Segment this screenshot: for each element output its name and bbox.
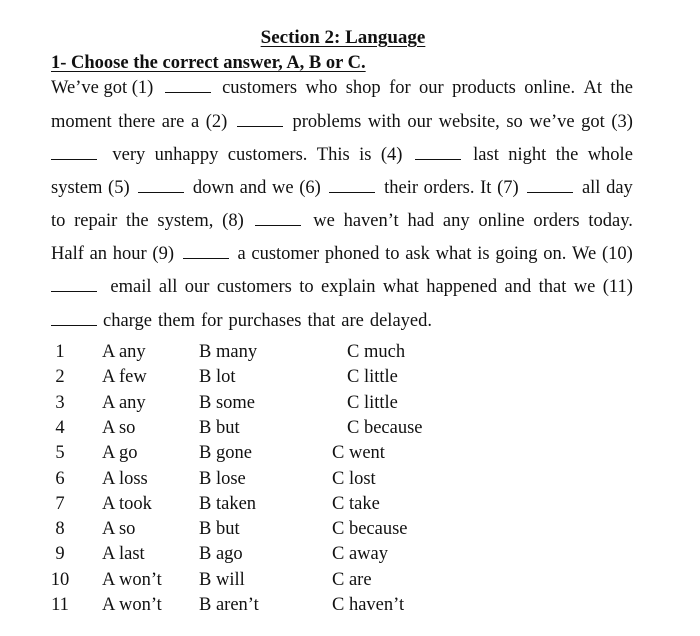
option-b[interactable]: B some: [199, 392, 256, 413]
option-row: [0, 568, 700, 593]
option-c[interactable]: C little: [347, 392, 398, 413]
passage-word: there: [118, 112, 156, 132]
question-number: 8: [55, 519, 65, 540]
passage-word: purchases: [228, 311, 302, 331]
passage-word: to: [51, 211, 66, 231]
passage-word: them: [157, 311, 195, 331]
passage-word: We’ve got (1): [51, 78, 154, 98]
option-row: [0, 391, 700, 416]
passage-word: customers: [216, 277, 292, 297]
passage-word: whole: [587, 145, 633, 165]
question-number: 5: [55, 443, 65, 464]
option-c[interactable]: C take: [332, 493, 380, 514]
passage-word: charge: [103, 311, 152, 331]
option-a[interactable]: A last: [102, 544, 145, 565]
question-number: 2: [55, 367, 65, 388]
passage-line: [51, 77, 633, 99]
option-row: [0, 340, 700, 365]
passage-word: shop: [345, 78, 381, 98]
question-number: 11: [51, 595, 69, 615]
passage-word: problems: [292, 112, 362, 132]
passage-word: customer: [251, 244, 320, 264]
option-a[interactable]: A so: [102, 519, 136, 540]
passage-word: the: [555, 145, 579, 165]
passage-line: [51, 111, 633, 133]
answer-blank[interactable]: [415, 144, 461, 160]
passage-word: unhappy: [154, 145, 219, 165]
passage-word: the: [610, 78, 633, 98]
passage-word: orders: [533, 211, 580, 231]
passage-word: At: [583, 78, 602, 98]
passage-word: hour: [112, 244, 147, 264]
passage-word: our: [419, 78, 444, 98]
passage-word: what: [382, 277, 419, 297]
passage-word: our: [184, 277, 210, 297]
answer-blank[interactable]: [165, 77, 211, 93]
option-c[interactable]: C went: [332, 443, 385, 464]
option-a[interactable]: A took: [102, 493, 152, 514]
passage-word: explain: [321, 277, 376, 297]
passage-word: last: [473, 145, 499, 165]
passage-word: are: [341, 311, 364, 331]
passage-word: Half: [51, 244, 84, 264]
option-c[interactable]: C are: [332, 569, 372, 590]
passage-word: a: [190, 112, 200, 132]
passage-word: online: [478, 211, 525, 231]
passage-word: customers: [222, 78, 298, 98]
passage-word: had: [407, 211, 435, 231]
passage-word: what: [435, 244, 472, 264]
passage-line: [51, 310, 633, 332]
option-a[interactable]: A loss: [102, 468, 148, 489]
passage-word: are: [161, 112, 185, 132]
option-a[interactable]: A few: [102, 367, 147, 388]
passage-line: [51, 210, 633, 232]
passage-word: so: [506, 112, 523, 132]
passage-word: our: [407, 112, 433, 132]
question-heading: 1- Choose the correct answer, A, B or C.: [51, 53, 366, 73]
option-row: [0, 542, 700, 567]
passage-word: day: [606, 178, 633, 198]
option-b[interactable]: B gone: [199, 443, 252, 464]
option-row: [0, 517, 700, 542]
answer-blank[interactable]: [51, 310, 97, 326]
passage-word: that: [538, 277, 567, 297]
question-number: 4: [55, 417, 65, 438]
passage-word: we’ve: [529, 112, 575, 132]
passage-word: (5): [108, 178, 130, 198]
passage-word: (6): [299, 178, 321, 198]
passage-word: night: [508, 145, 547, 165]
passage-word: got: [581, 112, 605, 132]
option-c[interactable]: C little: [347, 367, 398, 388]
passage-word: going: [495, 244, 538, 264]
option-row: [0, 416, 700, 441]
passage-word: (9): [152, 244, 174, 264]
answer-blank[interactable]: [329, 177, 375, 193]
passage-word: (2): [205, 112, 228, 132]
passage-word: This: [316, 145, 350, 165]
option-c[interactable]: C lost: [332, 468, 376, 489]
passage-word: orders.: [423, 178, 475, 198]
passage-word: customers.: [227, 145, 308, 165]
passage-word: happened: [426, 277, 498, 297]
passage-word: ask: [405, 244, 430, 264]
passage-word: all: [581, 178, 601, 198]
answer-blank[interactable]: [51, 276, 97, 292]
option-b[interactable]: B ago: [199, 544, 243, 565]
option-a[interactable]: A go: [102, 443, 138, 464]
passage-word: a: [237, 244, 246, 264]
option-a[interactable]: A won’t: [102, 569, 162, 590]
passage-word: with: [367, 112, 401, 132]
option-b[interactable]: B many: [199, 342, 258, 362]
passage-word: very: [112, 145, 146, 165]
passage-word: the: [126, 211, 149, 231]
option-a[interactable]: A any: [102, 392, 146, 413]
passage-line: [51, 243, 633, 265]
option-row: [0, 365, 700, 390]
passage-word: system,: [157, 211, 214, 231]
question-number: 1: [55, 342, 65, 362]
passage-word: to: [385, 244, 400, 264]
passage-word: that: [307, 311, 336, 331]
option-row: [0, 441, 700, 466]
passage-word: repair: [74, 211, 118, 231]
passage-word: we: [272, 178, 294, 198]
question-number: 9: [55, 544, 65, 565]
section-title: Section 2: Language: [260, 27, 426, 48]
passage-word: moment: [51, 112, 112, 132]
passage-word: to: [299, 277, 314, 297]
passage-word: any: [442, 211, 470, 231]
passage-word: for: [389, 78, 411, 98]
option-a[interactable]: A won’t: [102, 595, 162, 615]
passage-line: [51, 276, 633, 298]
passage-word: all: [158, 277, 178, 297]
answer-blank[interactable]: [138, 177, 184, 193]
option-a[interactable]: A so: [102, 417, 136, 438]
passage-word: haven’t: [343, 211, 399, 231]
option-c[interactable]: C because: [332, 519, 408, 540]
option-b[interactable]: B aren’t: [199, 595, 259, 615]
option-c[interactable]: C much: [347, 342, 406, 362]
passage-word: an: [89, 244, 108, 264]
passage-word: on.: [543, 244, 567, 264]
option-b[interactable]: B will: [199, 569, 245, 590]
question-number: 10: [50, 569, 70, 590]
answer-blank[interactable]: [527, 177, 573, 193]
passage-word: products: [452, 78, 516, 98]
question-number: 3: [55, 392, 65, 413]
passage-word: for: [200, 311, 223, 331]
passage-word: (4): [380, 145, 403, 165]
passage-word: their: [384, 178, 418, 198]
option-b[interactable]: B lose: [199, 468, 246, 489]
passage-word: who: [305, 78, 338, 98]
option-row: [0, 593, 700, 618]
option-row: [0, 492, 700, 517]
passage-word: today.: [588, 211, 633, 231]
question-number: 6: [55, 468, 65, 489]
passage-word: we: [313, 211, 335, 231]
answer-blank[interactable]: [51, 144, 97, 160]
option-c[interactable]: C haven’t: [332, 595, 405, 615]
passage-word: (3): [611, 112, 633, 132]
passage-word: (10): [601, 244, 633, 264]
answer-blank[interactable]: [183, 243, 229, 259]
passage-word: It: [480, 178, 492, 198]
option-a[interactable]: A any: [102, 342, 146, 362]
answer-blank[interactable]: [255, 210, 301, 226]
passage-word: down: [192, 178, 235, 198]
passage-word: delayed.: [369, 311, 432, 331]
answer-blank[interactable]: [237, 111, 283, 127]
passage-word: and: [504, 277, 532, 297]
passage-word: is: [477, 244, 490, 264]
question-number: 7: [55, 493, 65, 514]
passage-line: [51, 177, 633, 199]
option-b[interactable]: B lot: [199, 367, 236, 388]
option-b[interactable]: B but: [199, 417, 240, 438]
option-b[interactable]: B taken: [199, 493, 257, 514]
option-row: [0, 467, 700, 492]
passage-word: and: [239, 178, 267, 198]
passage-word: email: [110, 277, 152, 297]
passage-word: (7): [497, 178, 519, 198]
passage-word: (11): [602, 277, 633, 297]
passage-word: is: [359, 145, 372, 165]
passage-word: online.: [524, 78, 576, 98]
option-c[interactable]: C because: [347, 417, 423, 438]
passage-word: system: [51, 178, 103, 198]
passage-word: We: [572, 244, 597, 264]
passage-line: [51, 144, 633, 166]
passage-word: website,: [438, 112, 500, 132]
option-c[interactable]: C away: [332, 544, 388, 565]
passage-word: phoned: [324, 244, 380, 264]
passage-word: we: [573, 277, 596, 297]
passage-word: (8): [222, 211, 244, 231]
option-b[interactable]: B but: [199, 519, 240, 540]
